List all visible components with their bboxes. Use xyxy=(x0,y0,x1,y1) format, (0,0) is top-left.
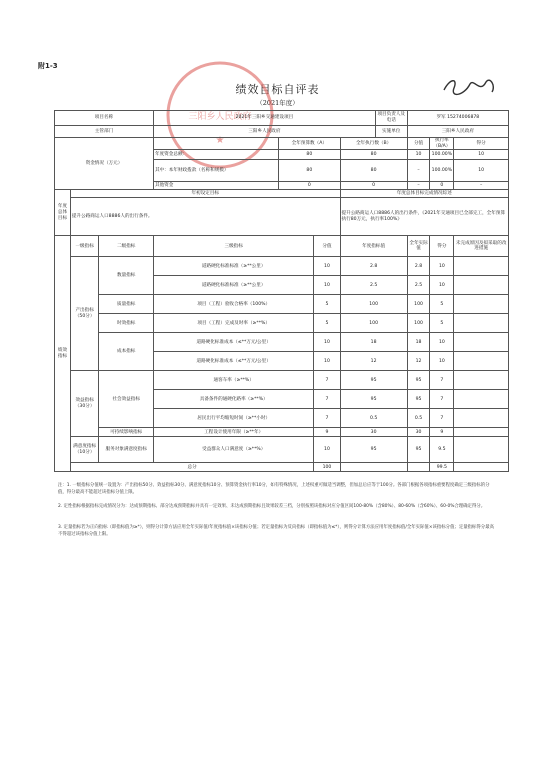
group-service: 服务对象满意度指标 xyxy=(99,437,154,463)
col-score: 分值 xyxy=(407,138,430,150)
contact-label: 项目负责人及电话 xyxy=(375,111,407,126)
benefit-label: 效益指标（30分） xyxy=(70,371,98,437)
funds-label: 资金情况（万元） xyxy=(55,138,154,190)
fund-got: 10 xyxy=(454,160,509,182)
score: 10 xyxy=(314,437,340,463)
fund-got: 10 xyxy=(454,150,509,160)
fund-score: – xyxy=(407,182,430,190)
score: 10 xyxy=(314,257,340,276)
col-rate: 执行率（B/A） xyxy=(430,138,454,150)
row-goal-body xyxy=(55,198,509,236)
h5: 年度指标值 xyxy=(340,236,407,257)
indicator: 项目（工程）完成及时率（≥**%） xyxy=(153,314,313,333)
actual: 2.5 xyxy=(407,276,430,295)
actual: 30 xyxy=(407,428,430,437)
table-row xyxy=(55,333,509,352)
table-row xyxy=(55,437,509,463)
got: 9 xyxy=(430,428,454,437)
indicator: 具备条件的通硬化路率（≥**%） xyxy=(153,390,313,409)
actual: 100 xyxy=(407,314,430,333)
actual: 18 xyxy=(407,333,430,352)
indicator: 居民出行平均缩短时间（≥**小时） xyxy=(153,409,313,428)
score: 7 xyxy=(314,409,340,428)
got: 9.5 xyxy=(430,437,454,463)
goal-done-head: 年度总体目标完成情况综述 xyxy=(340,190,508,198)
h7: 得分 xyxy=(430,236,454,257)
target: 95 xyxy=(340,437,407,463)
target: 95 xyxy=(340,390,407,409)
note-3: 3. 定量指标若为正向指标（即指标值为≥*），则得分计算方法应用全年实际值/年度指标值×该指标分值；若定量指标为反向指标（即指标值为≤*），则得分计算方法应用年度指标值/全年实际值×该指标分值；定量指标得分最高不得超过该指标分值上限。 xyxy=(58,525,494,538)
actual: 95 xyxy=(407,390,430,409)
project-name-label: 项目名称 xyxy=(55,111,154,126)
target: 100 xyxy=(340,295,407,314)
goal-plan: 提升公路商运人口8886人的出行条件。 xyxy=(70,198,340,236)
table-row xyxy=(55,371,509,390)
row-funds-head xyxy=(55,138,509,150)
svg-text:★: ★ xyxy=(215,135,225,146)
fund-b: 0 xyxy=(340,182,407,190)
table-row xyxy=(55,428,509,437)
fund-score: 10 xyxy=(407,150,430,160)
fund-name: 其中：本年财政拨款（名称和规模） xyxy=(153,160,278,182)
score: 7 xyxy=(314,390,340,409)
h4: 分值 xyxy=(314,236,340,257)
h1: 一级指标 xyxy=(70,236,98,257)
group-sustain: 可持续影响指标 xyxy=(99,428,154,437)
fund-name: 其他资金 xyxy=(153,182,278,190)
score: 7 xyxy=(314,371,340,390)
h8: 未完成原因及拟采取的改进措施 xyxy=(454,236,509,257)
output-label: 产出指标（50分） xyxy=(70,257,98,371)
got: 10 xyxy=(430,276,454,295)
performance-table xyxy=(54,110,509,472)
target: 2.8 xyxy=(340,257,407,276)
note-1: 注：1. 一级指标分值统一设置为：产出指标50分、效益指标30分、满意度指标10分、预算资金执行率10分，如有特殊情况，上述权重可做适当调整，但加总后应等于100分。各部门根据各项指标重要程度确定三级指标的分值，得分最高不能超过该指标分值上限。 xyxy=(58,483,490,496)
annex-label: 附1-3 xyxy=(38,62,58,70)
fund-a: 0 xyxy=(279,182,340,190)
contact: 罗军 15274006878 xyxy=(407,111,508,126)
actual: 12 xyxy=(407,352,430,371)
got: 5 xyxy=(430,314,454,333)
fund-got: – xyxy=(454,182,509,190)
indicator: 项目（工程）验收合格率（100%） xyxy=(153,295,313,314)
row-perf-head xyxy=(55,236,509,257)
target: 18 xyxy=(340,333,407,352)
project-name: 2021年三阳乡交通建设项目 xyxy=(153,111,375,126)
impl-label: 实施单位 xyxy=(375,126,407,138)
h2: 二级指标 xyxy=(99,236,154,257)
h6: 全年实际值 xyxy=(407,236,430,257)
target: 95 xyxy=(340,371,407,390)
got: 10 xyxy=(430,333,454,352)
goal-plan-head: 年初设定目标 xyxy=(70,190,340,198)
actual: 2.8 xyxy=(407,257,430,276)
seal-text: 三阳乡人民政府 xyxy=(188,112,252,122)
dept: 三阳乡人民政府 xyxy=(153,126,375,138)
col-exec: 全年执行数（B） xyxy=(340,138,407,150)
fund-rate: 0 xyxy=(430,182,454,190)
target: 30 xyxy=(340,428,407,437)
target: 2.5 xyxy=(340,276,407,295)
got: 7 xyxy=(430,409,454,428)
indicator: 道路硬化标准成本（≤**万元/公里） xyxy=(153,352,313,371)
indicator: 道路硬化标准成本（≤**万元/公里） xyxy=(153,333,313,352)
col-got: 得分 xyxy=(454,138,509,150)
impl: 三阳乡人民政府 xyxy=(407,126,508,138)
fund-a: 80 xyxy=(279,150,340,160)
got: 10 xyxy=(430,257,454,276)
page-title: 绩效目标自评表 xyxy=(235,83,320,96)
score: 10 xyxy=(314,352,340,371)
indicator: 通客车率（≥**%） xyxy=(153,371,313,390)
total-got: 99.5 xyxy=(430,463,454,472)
target: 12 xyxy=(340,352,407,371)
score: 5 xyxy=(314,295,340,314)
group-social: 社会效益指标 xyxy=(99,371,154,428)
actual: 95 xyxy=(407,437,430,463)
signature-icon xyxy=(440,72,500,102)
table-row xyxy=(55,314,509,333)
target: 0.5 xyxy=(340,409,407,428)
row-dept xyxy=(55,126,509,138)
indicator: 道路硬化标准标准（≥**公里） xyxy=(153,257,313,276)
col-budget: 全年预算数（A） xyxy=(279,138,340,150)
fund-b: 80 xyxy=(340,150,407,160)
perf-label: 绩效指标 xyxy=(55,236,71,472)
score: 10 xyxy=(314,333,340,352)
target: 100 xyxy=(340,314,407,333)
fund-a: 80 xyxy=(279,160,340,182)
got: 7 xyxy=(430,371,454,390)
indicator: 受益群众人口满意度（≥**%） xyxy=(153,437,313,463)
year-label: （2021年度） xyxy=(256,99,299,107)
fund-score: – xyxy=(407,160,430,182)
group-time: 时效指标 xyxy=(99,314,154,333)
h3: 三级指标 xyxy=(153,236,313,257)
got: 5 xyxy=(430,295,454,314)
row-project xyxy=(55,111,509,126)
table-row xyxy=(55,257,509,276)
fund-name: 年度资金总额： xyxy=(153,150,278,160)
goal-label: 年度总体目标 xyxy=(55,190,71,236)
group-qual: 质量指标 xyxy=(99,295,154,314)
total-label: 总分 xyxy=(70,463,313,472)
note-2: 2. 定性指标根据指标完成情况分为：达成预期指标、部分达成预期指标并具有一定效果、未达成预期指标且效果较差三档，分别按照该指标对应分值区间100-80%（含80%）、80-60%（含60%）、60-0%合理确定得分。 xyxy=(58,504,486,509)
got: 10 xyxy=(430,352,454,371)
actual: 0.5 xyxy=(407,409,430,428)
satis-label: 满意度指标（10分） xyxy=(70,437,98,463)
score: 5 xyxy=(314,314,340,333)
indicator: 工程设计使用年限（≥**年） xyxy=(153,428,313,437)
fund-b: 80 xyxy=(340,160,407,182)
table-row xyxy=(55,295,509,314)
row-total xyxy=(55,463,509,472)
fund-rate: 100.00% xyxy=(430,150,454,160)
score: 10 xyxy=(314,276,340,295)
goal-done: 提升公路商运人口8886人的出行条件，《2021年交通项目已全部完工，全年预算执行80万元，执行率100%》 xyxy=(340,198,508,236)
total-score: 100 xyxy=(314,463,340,472)
row-goal-head xyxy=(55,190,509,198)
actual: 95 xyxy=(407,371,430,390)
dept-label: 主管部门 xyxy=(55,126,154,138)
score: 9 xyxy=(314,428,340,437)
fund-rate: 100.00% xyxy=(430,160,454,182)
group-cost: 成本指标 xyxy=(99,333,154,371)
got: 7 xyxy=(430,390,454,409)
indicator: 道路硬化标准标准（≥**公里） xyxy=(153,276,313,295)
actual: 100 xyxy=(407,295,430,314)
group-qty: 数量指标 xyxy=(99,257,154,295)
